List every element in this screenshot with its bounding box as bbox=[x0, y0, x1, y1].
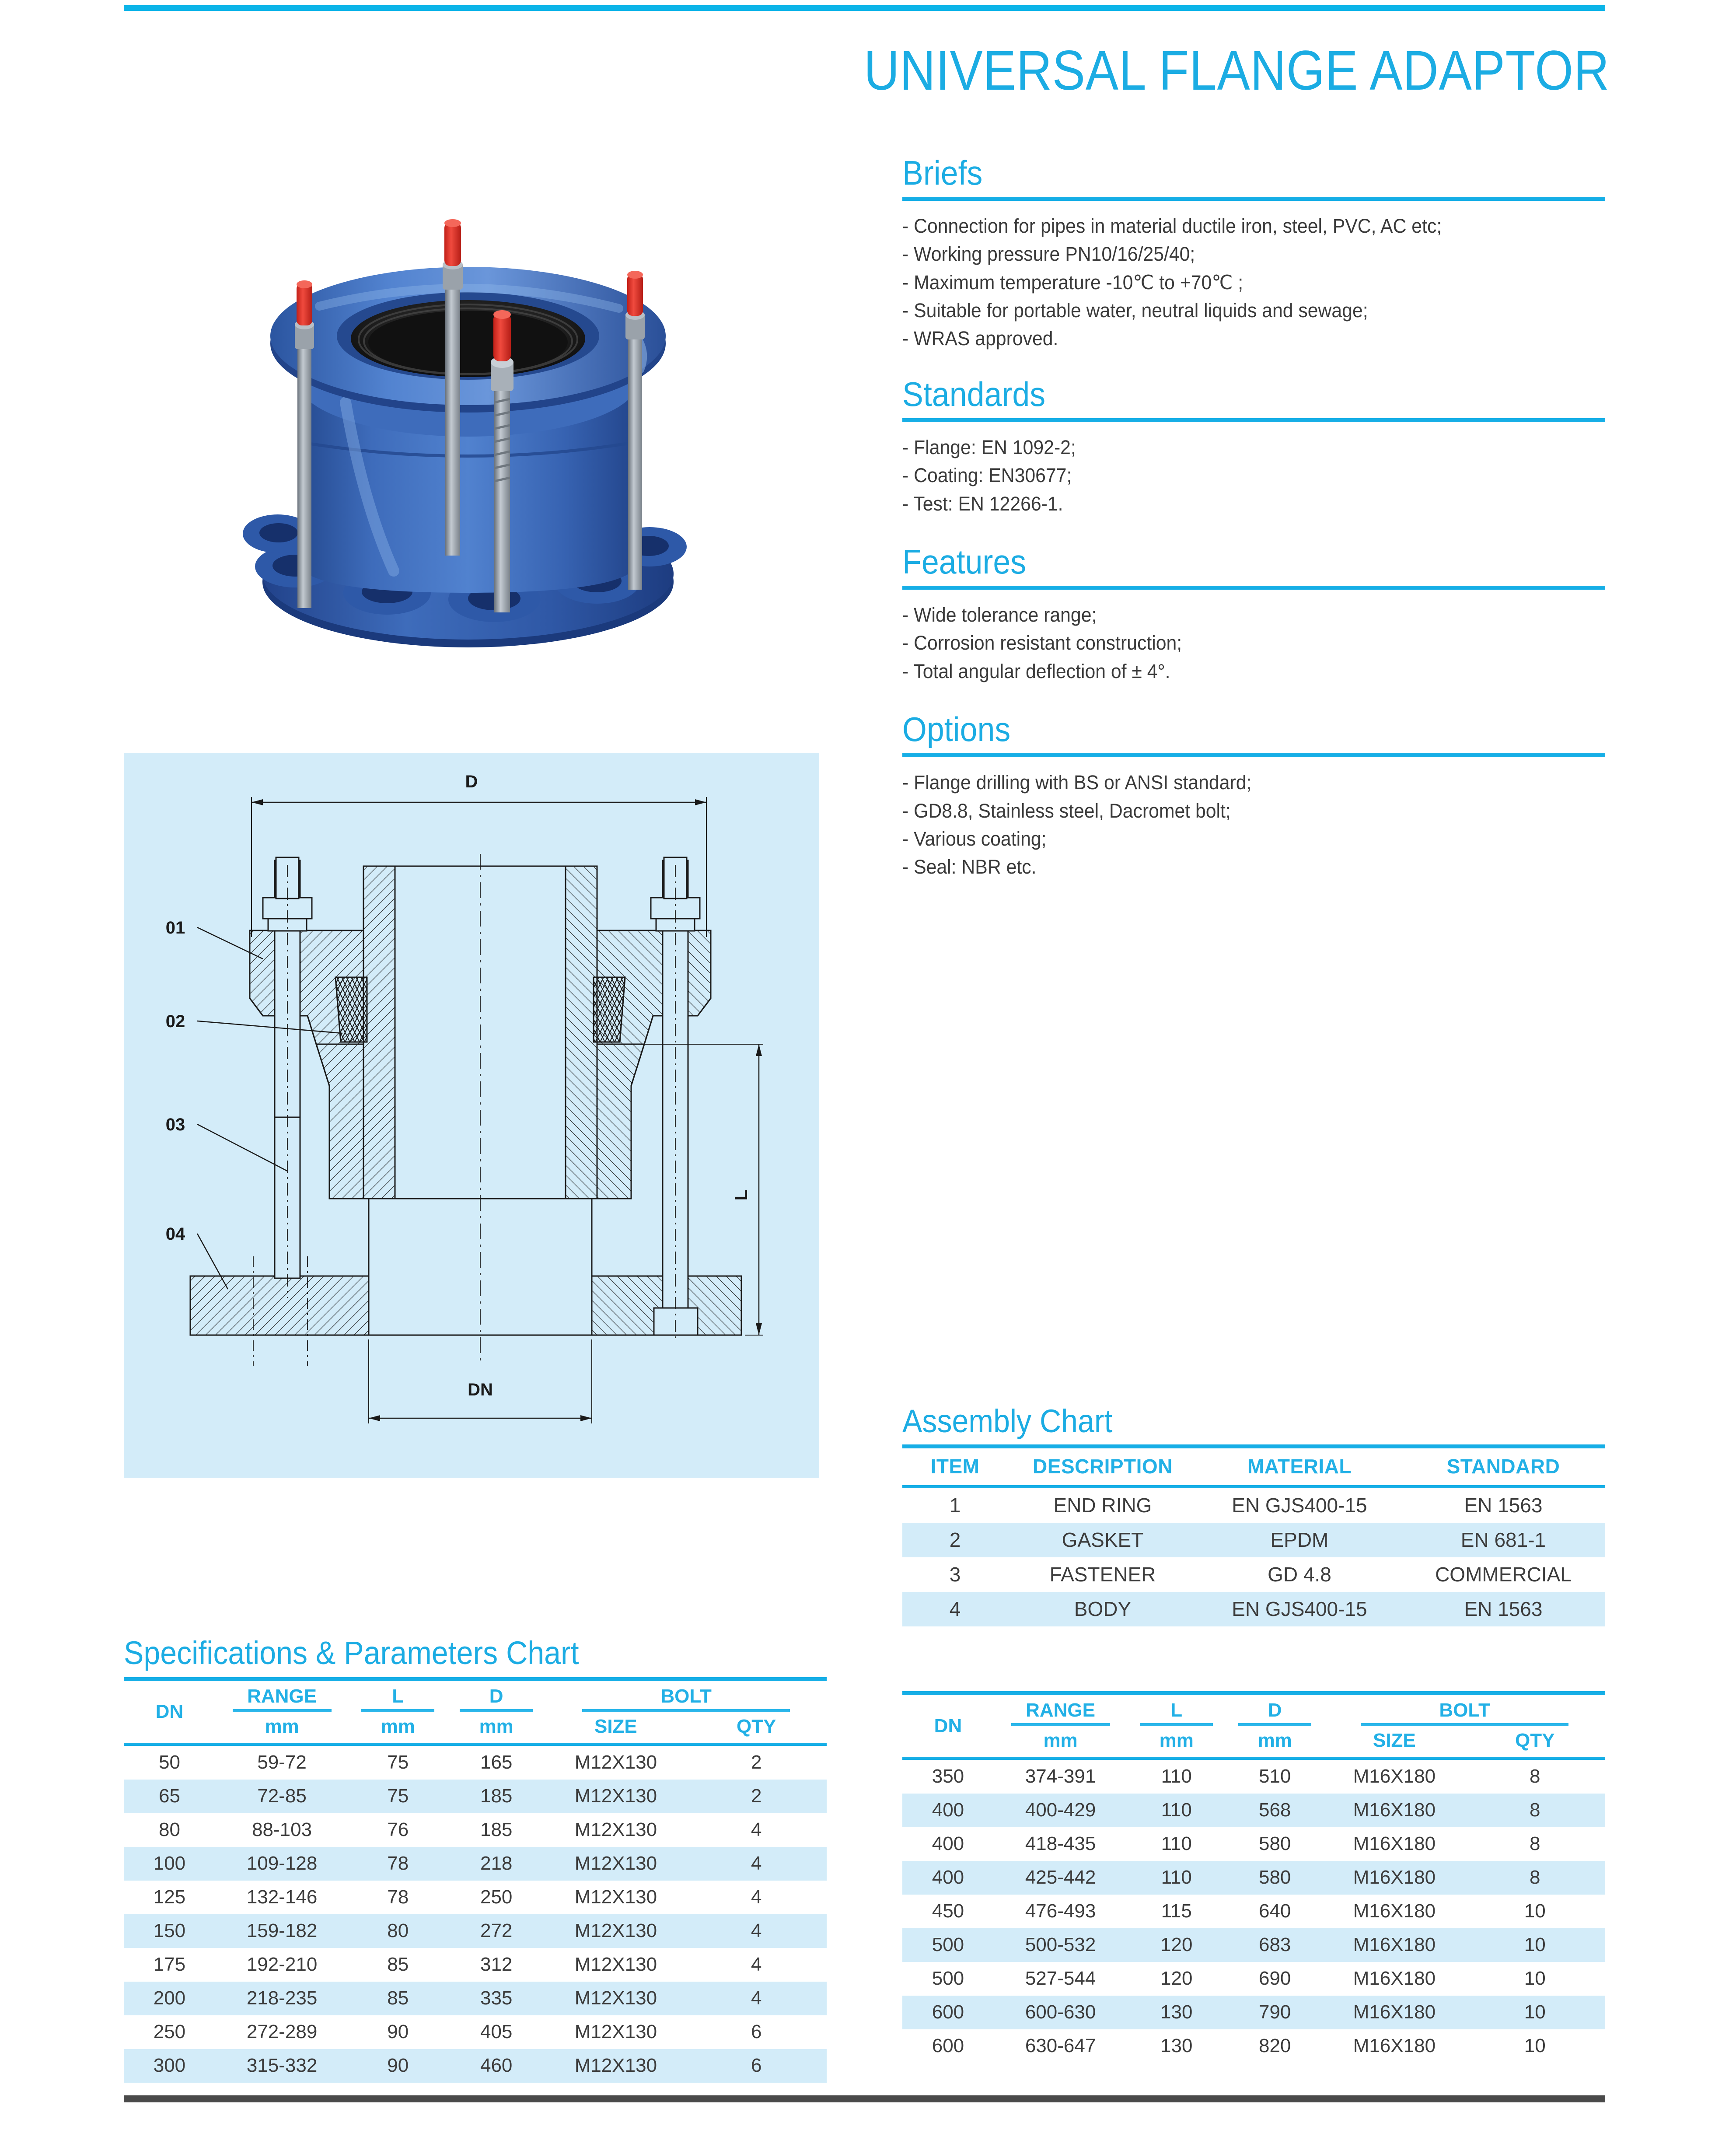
cell-bolt-size: M16X180 bbox=[1353, 1900, 1436, 1922]
table-row bbox=[902, 1827, 1605, 1861]
col-bolt-label: BOLT bbox=[660, 1685, 712, 1707]
cell-range: 132-146 bbox=[246, 1886, 318, 1908]
assembly-chart-title: Assembly Chart bbox=[902, 1403, 1113, 1439]
col-d-label: D bbox=[1268, 1699, 1282, 1721]
table-row bbox=[902, 1794, 1605, 1827]
cell-description: BODY bbox=[1008, 1592, 1198, 1626]
table-row bbox=[902, 1895, 1605, 1928]
cell-l: 130 bbox=[1127, 1996, 1226, 2029]
cell-dn: 350 bbox=[932, 1766, 964, 1787]
cell-range: 192-210 bbox=[246, 1953, 318, 1975]
table-row bbox=[902, 1996, 1605, 2029]
table-row bbox=[902, 1962, 1605, 1996]
cell-dn: 400 bbox=[902, 1794, 994, 1827]
table-row bbox=[902, 1486, 1605, 1523]
spec-chart-title: Specifications & Parameters Chart bbox=[124, 1635, 579, 1671]
cell-standard: EN 1563 bbox=[1401, 1592, 1605, 1626]
section-briefs bbox=[902, 155, 1605, 353]
cell-dn: 400 bbox=[902, 1861, 994, 1895]
table-row bbox=[902, 1759, 1605, 1794]
col-range bbox=[215, 1679, 349, 1714]
cell-bolt-qty: 4 bbox=[686, 1982, 827, 2015]
cell-dn: 100 bbox=[124, 1847, 215, 1881]
cell-bolt-qty: 10 bbox=[1465, 1996, 1605, 2029]
col-d bbox=[447, 1679, 545, 1714]
cell-d: 460 bbox=[447, 2049, 545, 2083]
cell-dn: 600 bbox=[902, 1996, 994, 2029]
cell-d: 580 bbox=[1226, 1861, 1324, 1895]
bottom-footer-bar bbox=[124, 2095, 1605, 2102]
table-row bbox=[124, 1744, 827, 1780]
cell-item: 3 bbox=[949, 1563, 961, 1586]
list-item: - GD8.8, Stainless steel, Dacromet bolt; bbox=[902, 799, 1231, 822]
cell-bolt-qty: 2 bbox=[686, 1780, 827, 1813]
cell-bolt-size: M12X130 bbox=[545, 1847, 686, 1881]
cell-d: 312 bbox=[480, 1953, 513, 1975]
cell-d: 185 bbox=[447, 1780, 545, 1813]
col-bolt-qty: QTY bbox=[737, 1715, 776, 1737]
list-item: - Maximum temperature -10℃ to +70℃ ; bbox=[902, 271, 1243, 294]
cell-l: 90 bbox=[387, 2021, 409, 2042]
cell-l: 110 bbox=[1161, 1833, 1192, 1854]
table-header-row bbox=[902, 1446, 1605, 1486]
cell-range: 476-493 bbox=[1025, 1900, 1096, 1922]
table-row bbox=[902, 1928, 1605, 1962]
cell-range: 272-289 bbox=[246, 2021, 318, 2042]
col-bolt-size: SIZE bbox=[594, 1715, 637, 1737]
cell-d: 790 bbox=[1226, 1996, 1324, 2029]
info-sections bbox=[902, 155, 1605, 886]
cell-dn: 300 bbox=[124, 2049, 215, 2083]
table-row bbox=[124, 1847, 827, 1881]
assembly-chart-block bbox=[902, 1404, 1605, 1626]
section-options bbox=[902, 712, 1605, 881]
section-rule bbox=[902, 586, 1605, 590]
svg-text:D: D bbox=[465, 772, 478, 791]
cell-l: 75 bbox=[387, 1751, 409, 1773]
cell-dn: 400 bbox=[932, 1833, 964, 1854]
cell-l: 110 bbox=[1127, 1794, 1226, 1827]
col-d bbox=[1226, 1693, 1324, 1728]
cell-bolt-qty: 4 bbox=[751, 1886, 762, 1908]
cell-d: 272 bbox=[447, 1914, 545, 1948]
section-heading: Standards bbox=[902, 374, 1046, 413]
table-sub-header-row bbox=[902, 1728, 1605, 1759]
cell-d: 165 bbox=[480, 1751, 513, 1773]
cell-l: 85 bbox=[387, 1953, 409, 1975]
cell-bolt-qty: 8 bbox=[1530, 1766, 1540, 1787]
top-accent-bar bbox=[124, 5, 1605, 11]
col-bolt bbox=[1324, 1693, 1605, 1728]
col-d-unit: mm bbox=[1257, 1730, 1292, 1751]
cell-bolt-size: M12X130 bbox=[574, 1886, 657, 1908]
cell-d: 218 bbox=[447, 1847, 545, 1881]
cell-bolt-qty: 4 bbox=[751, 1818, 762, 1840]
cell-range: 527-544 bbox=[1025, 1968, 1096, 1989]
list-item: - WRAS approved. bbox=[902, 327, 1058, 350]
cell-range: 500-532 bbox=[994, 1928, 1127, 1962]
col-bolt bbox=[545, 1679, 827, 1714]
cell-range: 315-332 bbox=[215, 2049, 349, 2083]
cell-d: 690 bbox=[1258, 1968, 1291, 1989]
cell-bolt-qty: 10 bbox=[1524, 2035, 1546, 2056]
list-item: - Seal: NBR etc. bbox=[902, 856, 1037, 878]
table-row bbox=[124, 1948, 827, 1982]
cell-item: 2 bbox=[902, 1523, 1008, 1557]
col-bolt-size: SIZE bbox=[1373, 1730, 1416, 1751]
list-item: - Wide tolerance range; bbox=[902, 604, 1097, 626]
cell-l: 76 bbox=[387, 1818, 409, 1840]
col-bolt-qty: QTY bbox=[1515, 1730, 1555, 1751]
cell-d: 820 bbox=[1258, 2035, 1291, 2056]
list-item: - Flange drilling with BS or ANSI standard; bbox=[902, 771, 1252, 794]
col-dn: DN bbox=[155, 1701, 184, 1723]
table-group-header-row bbox=[124, 1679, 827, 1714]
technical-drawing-panel bbox=[124, 753, 819, 1478]
cell-bolt-qty: 8 bbox=[1465, 1794, 1605, 1827]
cell-standard: COMMERCIAL bbox=[1435, 1563, 1572, 1586]
cell-dn: 450 bbox=[932, 1900, 964, 1922]
cell-bolt-size: M12X130 bbox=[545, 1982, 686, 2015]
callout-04: 04 bbox=[165, 1224, 185, 1244]
col-l-underline bbox=[1140, 1723, 1212, 1726]
table-row bbox=[902, 1523, 1605, 1557]
cell-bolt-size: M16X180 bbox=[1324, 1794, 1464, 1827]
cell-bolt-size: M12X130 bbox=[545, 1780, 686, 1813]
product-photo bbox=[188, 197, 748, 661]
cell-material: EN GJS400-15 bbox=[1232, 1493, 1367, 1517]
cell-l: 120 bbox=[1160, 1968, 1193, 1989]
cell-bolt-size: M16X180 bbox=[1324, 1996, 1464, 2029]
cell-dn: 200 bbox=[124, 1982, 215, 2015]
col-range-underline bbox=[233, 1709, 332, 1712]
section-heading: Features bbox=[902, 542, 1027, 581]
list-item: - Total angular deflection of ± 4°. bbox=[902, 660, 1170, 682]
cell-dn: 65 bbox=[124, 1780, 215, 1813]
cell-dn: 500 bbox=[902, 1928, 994, 1962]
cell-l: 120 bbox=[1127, 1928, 1226, 1962]
spec-table-right bbox=[902, 1691, 1605, 2063]
assembly-chart-table bbox=[902, 1444, 1605, 1626]
col-d-unit: mm bbox=[479, 1715, 513, 1737]
cell-bolt-qty: 10 bbox=[1524, 1900, 1546, 1922]
cell-bolt-qty: 10 bbox=[1465, 1928, 1605, 1962]
section-heading: Options bbox=[902, 710, 1011, 749]
col-d-underline bbox=[1238, 1723, 1311, 1726]
cell-l: 90 bbox=[349, 2049, 447, 2083]
cell-bolt-size: M12X130 bbox=[574, 1818, 657, 1840]
standards-list bbox=[902, 434, 1605, 518]
svg-text:DN: DN bbox=[468, 1380, 493, 1399]
cell-l: 115 bbox=[1161, 1900, 1192, 1922]
col-dn: DN bbox=[934, 1715, 962, 1737]
cell-bolt-size: M16X180 bbox=[1324, 1861, 1464, 1895]
cell-item: 4 bbox=[902, 1592, 1008, 1626]
table-row bbox=[124, 1813, 827, 1847]
list-item: - Connection for pipes in material ductile iron, steel, PVC, AC etc; bbox=[902, 215, 1442, 238]
col-description: DESCRIPTION bbox=[1033, 1455, 1173, 1478]
col-l-unit: mm bbox=[381, 1715, 415, 1737]
spec-chart-left-block bbox=[124, 1636, 827, 2083]
cell-bolt-qty: 8 bbox=[1465, 1861, 1605, 1895]
col-bolt-underline bbox=[1361, 1723, 1569, 1726]
svg-text:L: L bbox=[732, 1189, 751, 1201]
cell-l: 78 bbox=[349, 1847, 447, 1881]
cell-bolt-size: M12X130 bbox=[574, 1751, 657, 1773]
section-rule bbox=[902, 753, 1605, 757]
table-row bbox=[124, 2049, 827, 2083]
cell-bolt-size: M16X180 bbox=[1353, 1766, 1436, 1787]
table-row bbox=[124, 1780, 827, 1813]
cell-standard: EN 681-1 bbox=[1401, 1523, 1605, 1557]
list-item: - Working pressure PN10/16/25/40; bbox=[902, 243, 1195, 266]
table-row bbox=[124, 2015, 827, 2049]
list-item: - Suitable for portable water, neutral liquids and sewage; bbox=[902, 299, 1368, 322]
spec-left-body bbox=[124, 1744, 827, 2083]
col-range-unit: mm bbox=[1043, 1730, 1078, 1751]
list-item: - Corrosion resistant construction; bbox=[902, 632, 1182, 654]
cell-description: FASTENER bbox=[1049, 1563, 1156, 1586]
cell-dn: 50 bbox=[158, 1751, 180, 1773]
cell-dn: 500 bbox=[932, 1968, 964, 1989]
cell-material: EN GJS400-15 bbox=[1198, 1592, 1401, 1626]
spec-right-body bbox=[902, 1759, 1605, 2063]
cell-d: 405 bbox=[480, 2021, 513, 2042]
col-bolt-underline bbox=[582, 1709, 790, 1712]
cell-l: 78 bbox=[387, 1886, 409, 1908]
table-row bbox=[902, 1557, 1605, 1592]
cell-bolt-size: M16X180 bbox=[1353, 2035, 1436, 2056]
end-ring-flange bbox=[270, 267, 666, 413]
table-row bbox=[124, 1982, 827, 2015]
cell-l: 85 bbox=[349, 1982, 447, 2015]
options-list bbox=[902, 769, 1605, 881]
col-d-label: D bbox=[489, 1685, 503, 1707]
spec-chart-right-block bbox=[902, 1691, 1605, 2063]
col-l-label: L bbox=[392, 1685, 404, 1707]
table-group-header-row bbox=[902, 1693, 1605, 1728]
table-row bbox=[124, 1914, 827, 1948]
col-l-unit: mm bbox=[1159, 1730, 1194, 1751]
cell-dn: 175 bbox=[153, 1953, 186, 1975]
cell-bolt-size: M12X130 bbox=[545, 1914, 686, 1948]
callout-03: 03 bbox=[165, 1115, 185, 1134]
cell-description: GASKET bbox=[1008, 1523, 1198, 1557]
col-d-underline bbox=[460, 1709, 532, 1712]
features-list bbox=[902, 601, 1605, 685]
col-range-label: RANGE bbox=[247, 1685, 317, 1707]
table-row bbox=[902, 2029, 1605, 2063]
cell-range: 109-128 bbox=[215, 1847, 349, 1881]
cell-range: 218-235 bbox=[215, 1982, 349, 2015]
cell-dn: 150 bbox=[124, 1914, 215, 1948]
col-range-underline bbox=[1011, 1723, 1110, 1726]
table-row bbox=[902, 1861, 1605, 1895]
section-heading: Briefs bbox=[902, 154, 983, 192]
cell-d: 640 bbox=[1258, 1900, 1291, 1922]
section-rule bbox=[902, 418, 1605, 422]
cell-bolt-size: M16X180 bbox=[1353, 1833, 1436, 1854]
cell-bolt-size: M16X180 bbox=[1353, 1968, 1436, 1989]
col-range-unit: mm bbox=[265, 1715, 299, 1737]
cell-bolt-size: M16X180 bbox=[1324, 1928, 1464, 1962]
cell-bolt-qty: 6 bbox=[686, 2049, 827, 2083]
cell-bolt-qty: 8 bbox=[1530, 1833, 1540, 1854]
cell-dn: 125 bbox=[153, 1886, 186, 1908]
cell-l: 110 bbox=[1127, 1861, 1226, 1895]
cell-dn: 250 bbox=[153, 2021, 186, 2042]
cell-dn: 80 bbox=[158, 1818, 180, 1840]
cell-d: 683 bbox=[1226, 1928, 1324, 1962]
cell-range: 88-103 bbox=[252, 1818, 312, 1840]
cell-bolt-size: M12X130 bbox=[574, 2021, 657, 2042]
cell-l: 80 bbox=[349, 1914, 447, 1948]
cell-d: 250 bbox=[480, 1886, 513, 1908]
section-rule bbox=[902, 197, 1605, 201]
list-item: - Coating: EN30677; bbox=[902, 464, 1072, 487]
col-l-underline bbox=[361, 1709, 434, 1712]
cell-range: 374-391 bbox=[1025, 1766, 1096, 1787]
cell-description: END RING bbox=[1053, 1493, 1152, 1517]
cell-bolt-qty: 10 bbox=[1524, 1968, 1546, 1989]
cell-standard: EN 1563 bbox=[1464, 1493, 1543, 1517]
cell-bolt-qty: 2 bbox=[751, 1751, 762, 1773]
section-features bbox=[902, 544, 1605, 685]
callout-02: 02 bbox=[165, 1012, 185, 1031]
cell-dn: 600 bbox=[932, 2035, 964, 2056]
cell-d: 335 bbox=[447, 1982, 545, 2015]
cell-bolt-size: M12X130 bbox=[545, 2049, 686, 2083]
col-range-label: RANGE bbox=[1026, 1699, 1096, 1721]
cell-bolt-qty: 4 bbox=[686, 1847, 827, 1881]
col-item: ITEM bbox=[930, 1455, 980, 1478]
cell-range: 418-435 bbox=[1025, 1833, 1096, 1854]
callout-01: 01 bbox=[165, 918, 185, 937]
col-l bbox=[1127, 1693, 1226, 1728]
cell-d: 568 bbox=[1226, 1794, 1324, 1827]
cell-material: GD 4.8 bbox=[1268, 1563, 1331, 1586]
col-l-label: L bbox=[1170, 1699, 1183, 1721]
col-standard: STANDARD bbox=[1446, 1455, 1560, 1478]
cell-range: 630-647 bbox=[1025, 2035, 1096, 2056]
cell-l: 110 bbox=[1161, 1766, 1192, 1787]
list-item: - Test: EN 12266-1. bbox=[902, 492, 1063, 515]
cell-material: EPDM bbox=[1198, 1523, 1401, 1557]
cell-range: 159-182 bbox=[215, 1914, 349, 1948]
col-material: MATERIAL bbox=[1247, 1455, 1352, 1478]
cell-bolt-qty: 4 bbox=[686, 1914, 827, 1948]
cell-bolt-qty: 6 bbox=[751, 2021, 762, 2042]
page-title: UNIVERSAL FLANGE ADAPTOR bbox=[864, 39, 1610, 102]
list-item: - Flange: EN 1092-2; bbox=[902, 436, 1076, 458]
cell-range: 400-429 bbox=[994, 1794, 1127, 1827]
cell-range: 72-85 bbox=[215, 1780, 349, 1813]
cell-range: 425-442 bbox=[994, 1861, 1127, 1895]
col-l bbox=[349, 1679, 447, 1714]
cell-range: 600-630 bbox=[994, 1996, 1127, 2029]
col-range bbox=[994, 1693, 1127, 1728]
table-sub-header-row bbox=[124, 1714, 827, 1745]
col-bolt-label: BOLT bbox=[1439, 1699, 1490, 1721]
section-standards bbox=[902, 374, 1605, 518]
briefs-list bbox=[902, 212, 1605, 353]
cell-d: 510 bbox=[1258, 1766, 1291, 1787]
cell-item: 1 bbox=[949, 1493, 961, 1517]
cell-l: 75 bbox=[349, 1780, 447, 1813]
list-item: - Various coating; bbox=[902, 827, 1047, 850]
spec-table-left bbox=[124, 1677, 827, 2083]
cell-range: 59-72 bbox=[257, 1751, 307, 1773]
table-row bbox=[124, 1881, 827, 1914]
cell-d: 580 bbox=[1258, 1833, 1291, 1854]
cell-d: 185 bbox=[480, 1818, 513, 1840]
table-row bbox=[902, 1592, 1605, 1626]
cell-bolt-size: M12X130 bbox=[574, 1953, 657, 1975]
cell-bolt-qty: 4 bbox=[751, 1953, 762, 1975]
cell-l: 130 bbox=[1160, 2035, 1193, 2056]
